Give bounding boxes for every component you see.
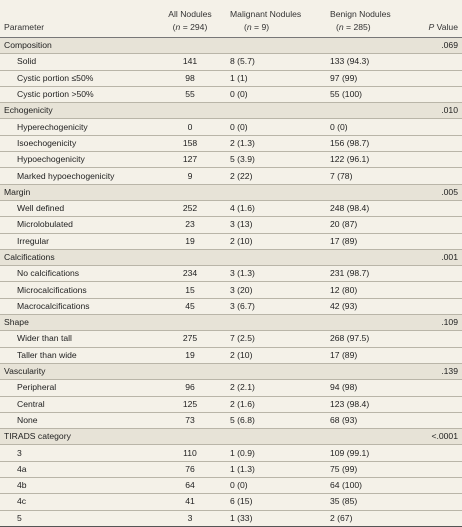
row-pvalue-empty bbox=[416, 461, 462, 477]
table-row bbox=[0, 331, 462, 347]
category-label: Margin bbox=[0, 184, 416, 200]
table-row bbox=[0, 412, 462, 428]
row-malignant: 8 (5.7) bbox=[222, 54, 314, 70]
row-malignant: 3 (13) bbox=[222, 217, 314, 233]
row-all: 96 bbox=[158, 380, 222, 396]
category-pvalue: .069 bbox=[416, 38, 462, 54]
table-row bbox=[0, 510, 462, 526]
table-row bbox=[0, 217, 462, 233]
row-benign: 123 (98.4) bbox=[314, 396, 416, 412]
header-malignant-n: (n = 9) bbox=[244, 22, 270, 32]
header-pvalue: P Value bbox=[428, 22, 458, 32]
row-benign: 7 (78) bbox=[314, 168, 416, 184]
header-parameter: Parameter bbox=[4, 22, 45, 32]
row-benign: 55 (100) bbox=[314, 86, 416, 102]
row-benign: 248 (98.4) bbox=[314, 200, 416, 216]
row-all: 110 bbox=[158, 445, 222, 461]
table-row bbox=[0, 70, 462, 86]
row-all: 9 bbox=[158, 168, 222, 184]
table-row bbox=[0, 380, 462, 396]
row-all: 98 bbox=[158, 70, 222, 86]
category-pvalue: .109 bbox=[416, 315, 462, 331]
row-pvalue-empty bbox=[416, 135, 462, 151]
row-all: 23 bbox=[158, 217, 222, 233]
table-row bbox=[0, 396, 462, 412]
row-malignant: 3 (1.3) bbox=[222, 266, 314, 282]
row-label: Irregular bbox=[0, 233, 158, 249]
row-malignant: 2 (10) bbox=[222, 233, 314, 249]
row-pvalue-empty bbox=[416, 380, 462, 396]
row-all: 0 bbox=[158, 119, 222, 135]
row-malignant: 1 (1) bbox=[222, 70, 314, 86]
row-label: Peripheral bbox=[0, 380, 158, 396]
row-pvalue-empty bbox=[416, 266, 462, 282]
header-all-n: (n = 294) bbox=[172, 22, 208, 32]
category-pvalue: .005 bbox=[416, 184, 462, 200]
row-malignant: 3 (6.7) bbox=[222, 298, 314, 314]
row-benign: 17 (89) bbox=[314, 233, 416, 249]
row-benign: 109 (99.1) bbox=[314, 445, 416, 461]
category-row bbox=[0, 184, 462, 200]
category-row bbox=[0, 38, 462, 54]
row-benign: 64 (100) bbox=[314, 478, 416, 494]
category-row bbox=[0, 249, 462, 265]
category-pvalue: <.0001 bbox=[416, 429, 462, 445]
row-pvalue-empty bbox=[416, 396, 462, 412]
row-label: 4c bbox=[0, 494, 158, 510]
table-row bbox=[0, 445, 462, 461]
row-pvalue-empty bbox=[416, 510, 462, 526]
row-all: 252 bbox=[158, 200, 222, 216]
table-row bbox=[0, 461, 462, 477]
category-label: TIRADS category bbox=[0, 429, 416, 445]
category-label: Calcifications bbox=[0, 249, 416, 265]
row-label: Microlobulated bbox=[0, 217, 158, 233]
row-label: Well defined bbox=[0, 200, 158, 216]
row-benign: 0 (0) bbox=[314, 119, 416, 135]
row-all: 127 bbox=[158, 152, 222, 168]
row-malignant: 3 (20) bbox=[222, 282, 314, 298]
table-body bbox=[0, 38, 462, 527]
row-all: 64 bbox=[158, 478, 222, 494]
category-label: Composition bbox=[0, 38, 416, 54]
row-pvalue-empty bbox=[416, 233, 462, 249]
table-row bbox=[0, 135, 462, 151]
row-label: Marked hypoechogenicity bbox=[0, 168, 158, 184]
row-malignant: 5 (3.9) bbox=[222, 152, 314, 168]
row-benign: 122 (96.1) bbox=[314, 152, 416, 168]
row-all: 15 bbox=[158, 282, 222, 298]
row-malignant: 2 (2.1) bbox=[222, 380, 314, 396]
table-row bbox=[0, 298, 462, 314]
row-all: 3 bbox=[158, 510, 222, 526]
row-label: Wider than tall bbox=[0, 331, 158, 347]
category-label: Shape bbox=[0, 315, 416, 331]
category-pvalue: .001 bbox=[416, 249, 462, 265]
category-label: Vascularity bbox=[0, 363, 416, 379]
row-all: 275 bbox=[158, 331, 222, 347]
row-label: Central bbox=[0, 396, 158, 412]
row-malignant: 2 (1.3) bbox=[222, 135, 314, 151]
row-label: Taller than wide bbox=[0, 347, 158, 363]
row-benign: 75 (99) bbox=[314, 461, 416, 477]
row-malignant: 4 (1.6) bbox=[222, 200, 314, 216]
row-pvalue-empty bbox=[416, 86, 462, 102]
row-pvalue-empty bbox=[416, 70, 462, 86]
category-pvalue: .139 bbox=[416, 363, 462, 379]
row-malignant: 2 (22) bbox=[222, 168, 314, 184]
row-pvalue-empty bbox=[416, 331, 462, 347]
row-benign: 268 (97.5) bbox=[314, 331, 416, 347]
header-all: All Nodules bbox=[168, 9, 212, 19]
row-benign: 68 (93) bbox=[314, 412, 416, 428]
row-malignant: 5 (6.8) bbox=[222, 412, 314, 428]
row-pvalue-empty bbox=[416, 217, 462, 233]
row-label: Isoechogenicity bbox=[0, 135, 158, 151]
row-pvalue-empty bbox=[416, 152, 462, 168]
row-benign: 133 (94.3) bbox=[314, 54, 416, 70]
row-pvalue-empty bbox=[416, 478, 462, 494]
category-row bbox=[0, 315, 462, 331]
row-all: 73 bbox=[158, 412, 222, 428]
row-pvalue-empty bbox=[416, 54, 462, 70]
row-all: 19 bbox=[158, 233, 222, 249]
row-malignant: 1 (1.3) bbox=[222, 461, 314, 477]
row-label: Macrocalcifications bbox=[0, 298, 158, 314]
row-all: 158 bbox=[158, 135, 222, 151]
row-all: 41 bbox=[158, 494, 222, 510]
row-pvalue-empty bbox=[416, 168, 462, 184]
row-pvalue-empty bbox=[416, 494, 462, 510]
table-header bbox=[0, 0, 462, 38]
row-label: No calcifications bbox=[0, 266, 158, 282]
row-label: 4b bbox=[0, 478, 158, 494]
row-pvalue-empty bbox=[416, 119, 462, 135]
row-label: 3 bbox=[0, 445, 158, 461]
row-malignant: 1 (0.9) bbox=[222, 445, 314, 461]
category-row bbox=[0, 363, 462, 379]
row-all: 19 bbox=[158, 347, 222, 363]
row-all: 234 bbox=[158, 266, 222, 282]
row-benign: 156 (98.7) bbox=[314, 135, 416, 151]
row-label: None bbox=[0, 412, 158, 428]
row-benign: 231 (98.7) bbox=[314, 266, 416, 282]
row-all: 45 bbox=[158, 298, 222, 314]
row-malignant: 2 (10) bbox=[222, 347, 314, 363]
row-benign: 17 (89) bbox=[314, 347, 416, 363]
category-row bbox=[0, 429, 462, 445]
category-row bbox=[0, 103, 462, 119]
row-label: Hyperechogenicity bbox=[0, 119, 158, 135]
row-label: Microcalcifications bbox=[0, 282, 158, 298]
row-benign: 20 (87) bbox=[314, 217, 416, 233]
table-row bbox=[0, 266, 462, 282]
row-malignant: 0 (0) bbox=[222, 86, 314, 102]
row-label: Cystic portion ≤50% bbox=[0, 70, 158, 86]
table-row bbox=[0, 86, 462, 102]
table-row bbox=[0, 119, 462, 135]
row-malignant: 7 (2.5) bbox=[222, 331, 314, 347]
row-pvalue-empty bbox=[416, 282, 462, 298]
row-benign: 12 (80) bbox=[314, 282, 416, 298]
row-label: Solid bbox=[0, 54, 158, 70]
row-malignant: 6 (15) bbox=[222, 494, 314, 510]
row-all: 141 bbox=[158, 54, 222, 70]
row-pvalue-empty bbox=[416, 445, 462, 461]
table-row bbox=[0, 282, 462, 298]
row-benign: 94 (98) bbox=[314, 380, 416, 396]
row-pvalue-empty bbox=[416, 347, 462, 363]
header-benign-n: (n = 285) bbox=[336, 22, 371, 32]
row-label: Hypoechogenicity bbox=[0, 152, 158, 168]
row-pvalue-empty bbox=[416, 412, 462, 428]
row-all: 76 bbox=[158, 461, 222, 477]
table-row bbox=[0, 168, 462, 184]
row-all: 55 bbox=[158, 86, 222, 102]
row-malignant: 1 (33) bbox=[222, 510, 314, 526]
row-malignant: 2 (1.6) bbox=[222, 396, 314, 412]
row-benign: 97 (99) bbox=[314, 70, 416, 86]
table-row bbox=[0, 152, 462, 168]
category-pvalue: .010 bbox=[416, 103, 462, 119]
table-row bbox=[0, 54, 462, 70]
row-malignant: 0 (0) bbox=[222, 119, 314, 135]
table-row bbox=[0, 494, 462, 510]
row-all: 125 bbox=[158, 396, 222, 412]
row-malignant: 0 (0) bbox=[222, 478, 314, 494]
row-pvalue-empty bbox=[416, 200, 462, 216]
table-row bbox=[0, 478, 462, 494]
header-malignant: Malignant Nodules bbox=[230, 9, 302, 19]
header-benign: Benign Nodules bbox=[330, 9, 391, 19]
row-label: 4a bbox=[0, 461, 158, 477]
row-pvalue-empty bbox=[416, 298, 462, 314]
table-row bbox=[0, 233, 462, 249]
row-benign: 42 (93) bbox=[314, 298, 416, 314]
row-benign: 2 (67) bbox=[314, 510, 416, 526]
category-label: Echogenicity bbox=[0, 103, 416, 119]
row-label: 5 bbox=[0, 510, 158, 526]
table-row bbox=[0, 347, 462, 363]
row-benign: 35 (85) bbox=[314, 494, 416, 510]
table-row bbox=[0, 200, 462, 216]
row-label: Cystic portion >50% bbox=[0, 86, 158, 102]
